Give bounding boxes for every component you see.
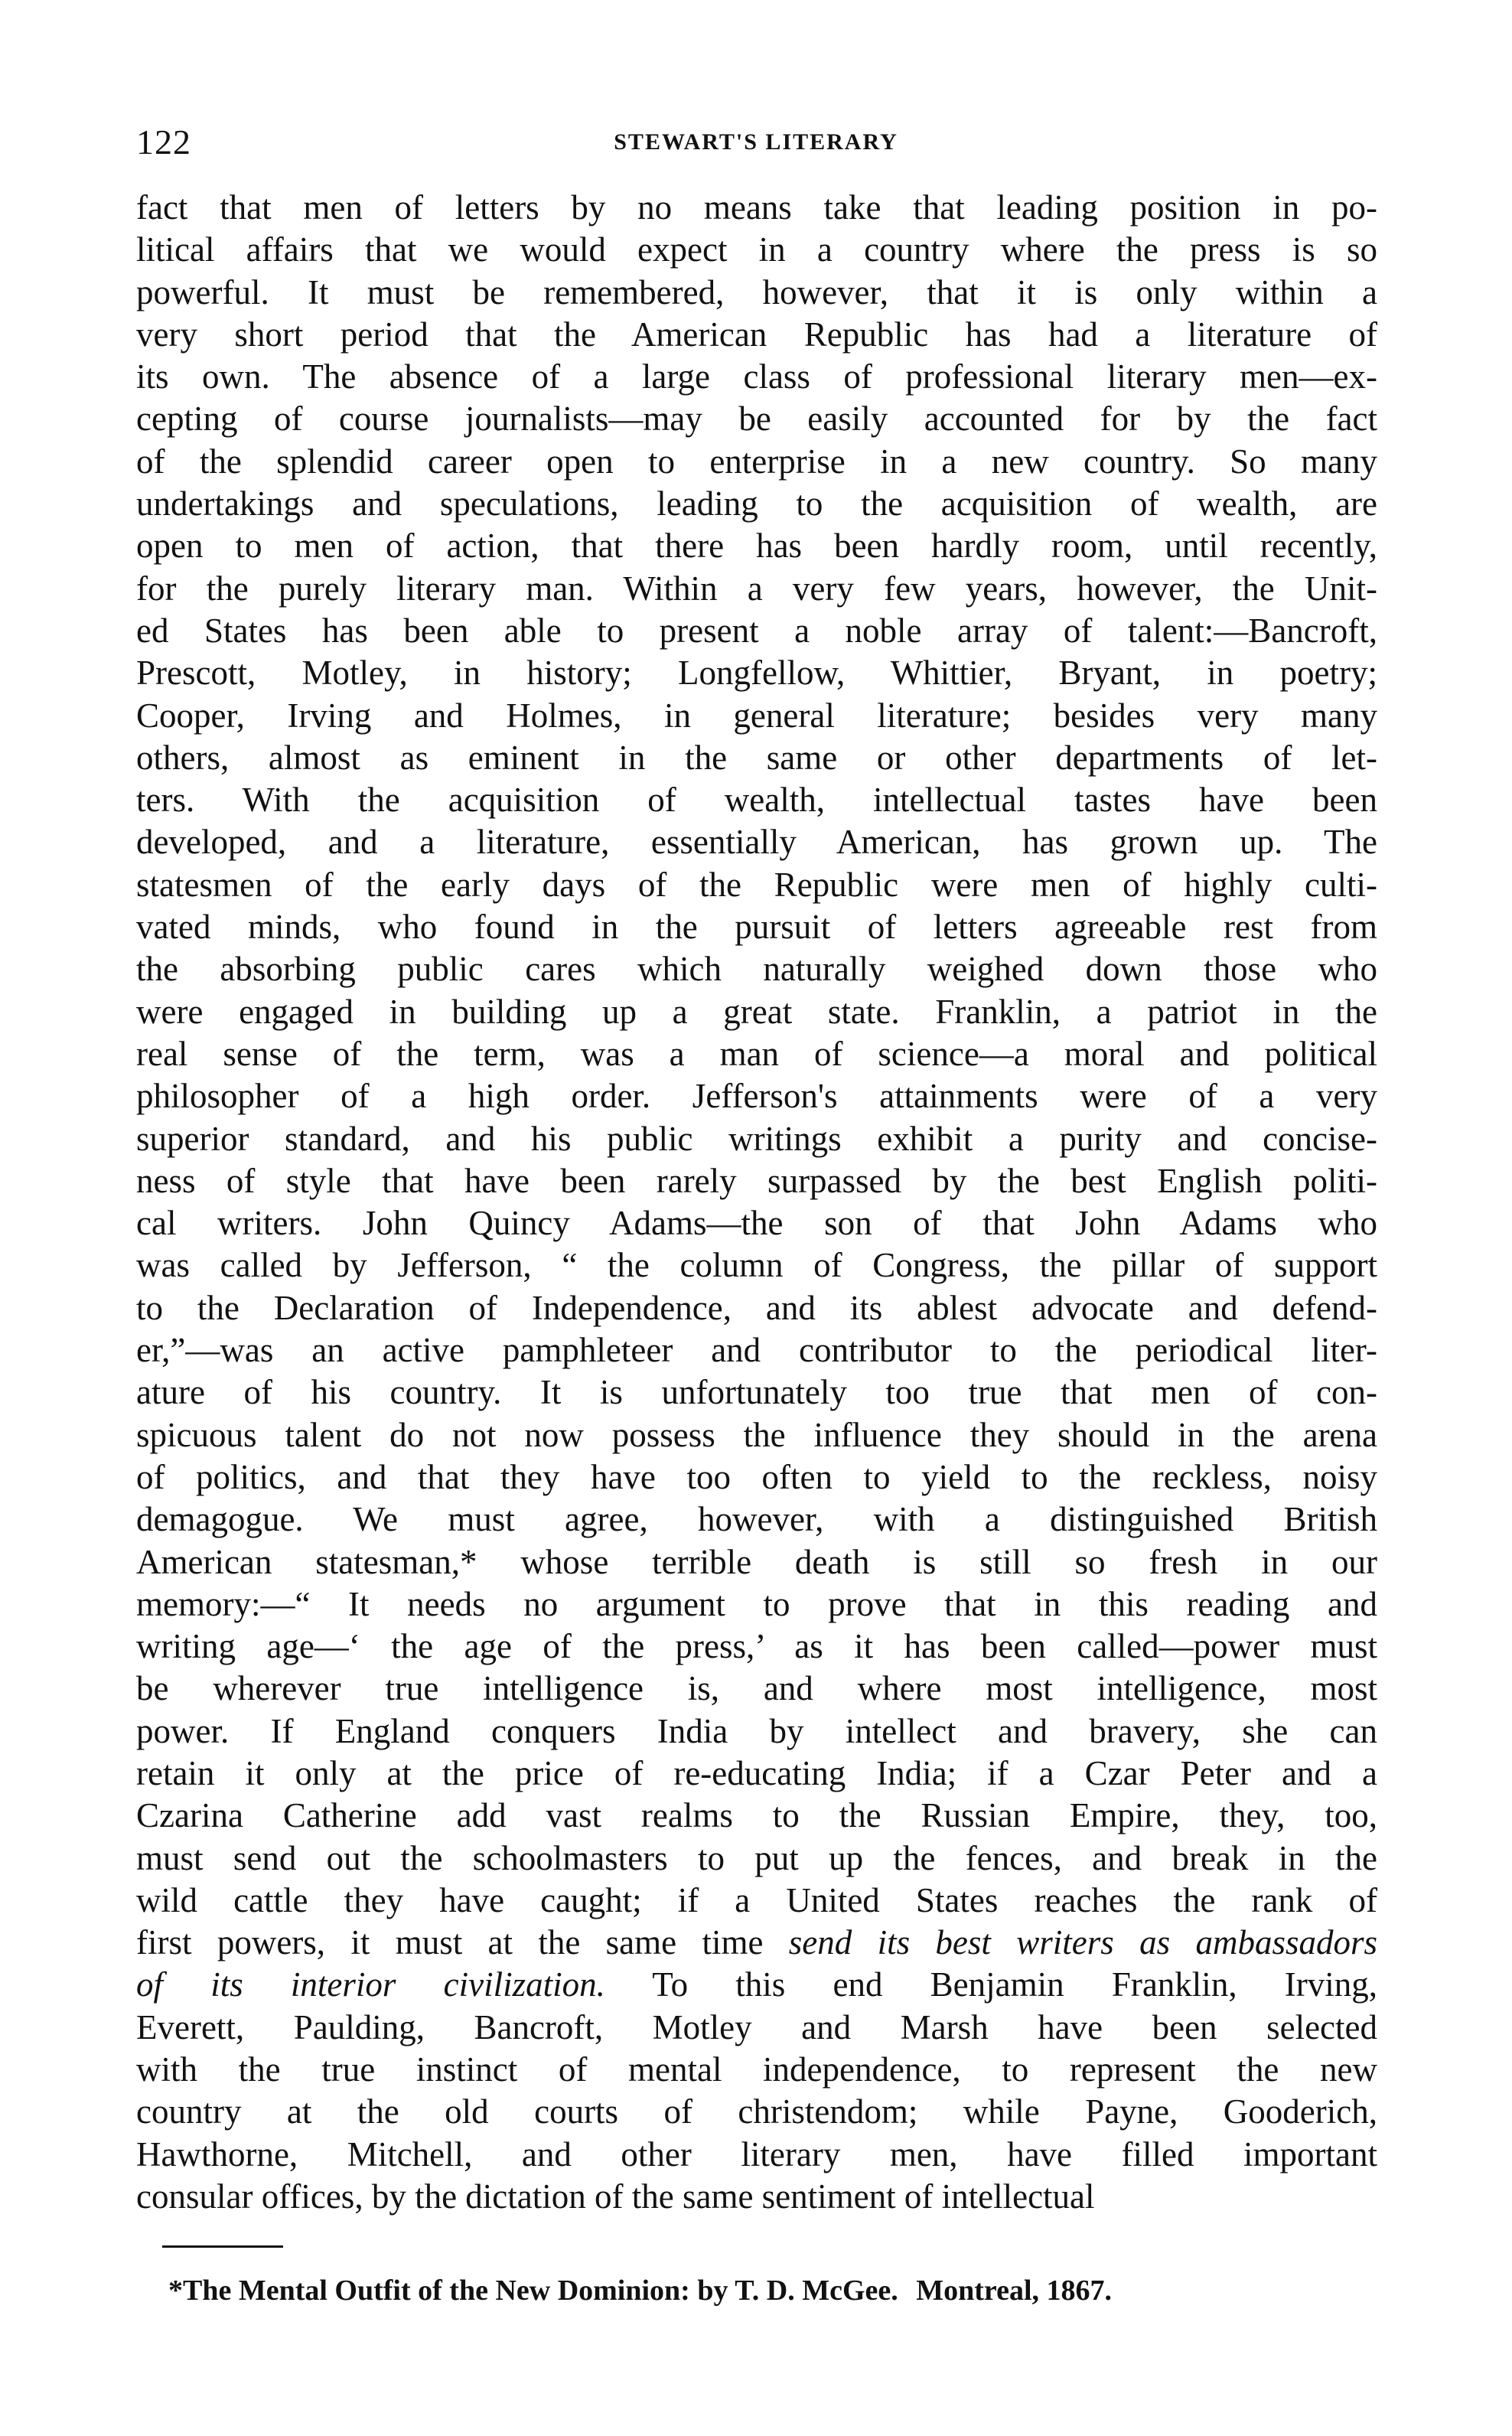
text-line: philosopher of a high order. Jefferson's attainments were of a very — [136, 1077, 1377, 1116]
text-line: wild cattle they have caught; if a United States reaches the rank of — [136, 1880, 1377, 1919]
page-number: 122 — [136, 122, 191, 161]
text-line: consular offices, by the dictation of the same sentiment of intellectual — [136, 2177, 1095, 2216]
text-line: of politics, and that they have too often to yield to the reckless, noisy — [136, 1457, 1377, 1496]
text-line: retain it only at the price of re-educating India; if a Czar Peter and a — [136, 1753, 1377, 1792]
text-line: spicuous talent do not now possess the influence they should in the arena — [136, 1415, 1377, 1454]
text-line: er,”—was an active pamphleteer and contributor to the periodical liter- — [136, 1331, 1377, 1370]
text-segment: first powers, it must at the same time — [136, 1923, 789, 1962]
footnote-rule — [162, 2245, 283, 2248]
text-line: vated minds, who found in the pursuit of letters agreeable rest from — [136, 908, 1377, 947]
text-line: must send out the schoolmasters to put up the fences, and break in the — [136, 1838, 1377, 1877]
text-line: writing age—‘ the age of the press,’ as it has been called—power must — [136, 1627, 1377, 1666]
text-line: very short period that the American Republic has had a literature of — [136, 315, 1377, 354]
text-line: be wherever true intelligence is, and where most intelligence, most — [136, 1669, 1377, 1708]
text-line: open to men of action, that there has been hardly room, until recently, — [136, 527, 1377, 566]
running-head: STEWART'S LITERARY — [614, 129, 898, 155]
text-line: litical affairs that we would expect in a country where the press is so — [136, 230, 1377, 269]
text-line: American statesman,* whose terrible death is still so fresh in our — [136, 1542, 1377, 1581]
text-line: to the Declaration of Independence, and its ablest advocate and defend- — [136, 1288, 1377, 1327]
footnote-place-year: Montreal, 1867. — [916, 2275, 1113, 2307]
text-line: ed States has been able to present a noble array of talent:—Bancroft, — [136, 611, 1377, 650]
text-line: country at the old courts of christendom; while Payne, Gooderich, — [136, 2092, 1377, 2131]
text-line: Prescott, Motley, in history; Longfellow, Whittier, Bryant, in poetry; — [136, 654, 1377, 693]
text-line: Cooper, Irving and Holmes, in general literature; besides very many — [136, 696, 1377, 735]
text-line: the absorbing public cares which naturally weighed down those who — [136, 950, 1377, 989]
text-line: undertakings and speculations, leading to the acquisition of wealth, are — [136, 484, 1377, 523]
text-line: memory:—“ It needs no argument to prove that in this reading and — [136, 1584, 1377, 1623]
footnote-text: *The Mental Outfit of the New Dominion: by T. D. McGee. — [168, 2275, 898, 2307]
text-line: developed, and a literature, essentially American, has grown up. The — [136, 823, 1377, 862]
text-line: real sense of the term, was a man of science—a moral and political — [136, 1034, 1377, 1073]
text-line: statesmen of the early days of the Republic were men of highly culti- — [136, 865, 1377, 904]
text-line: ters. With the acquisition of wealth, intellectual tastes have been — [136, 781, 1377, 820]
italic-segment: send its best writers as ambassadors — [788, 1923, 1377, 1962]
text-line: superior standard, and his public writings exhibit a purity and concise- — [136, 1119, 1377, 1158]
text-line: Everett, Paulding, Bancroft, Motley and Marsh have been selected — [136, 2007, 1377, 2046]
text-line: were engaged in building up a great state. Franklin, a patriot in the — [136, 992, 1377, 1031]
text-line: of the splendid career open to enterprise in a new country. So many — [136, 442, 1377, 481]
text-line: fact that men of letters by no means take that leading position in po- — [136, 188, 1377, 227]
text-line-with-italic — [136, 1964, 1377, 2006]
body-text — [136, 187, 1377, 2218]
text-line: cal writers. John Quincy Adams—the son of that John Adams who — [136, 1204, 1377, 1243]
text-line: demagogue. We must agree, however, with a distinguished British — [136, 1500, 1377, 1539]
italic-segment: of its interior civilization. — [136, 1965, 605, 2004]
text-line: power. If England conquers India by intellect and bravery, she can — [136, 1711, 1377, 1750]
text-segment: To this end Benjamin Franklin, Irving, — [604, 1965, 1377, 2004]
text-line-with-italic — [136, 1922, 1377, 1964]
text-line: ness of style that have been rarely surpassed by the best English politi- — [136, 1161, 1377, 1200]
text-line: powerful. It must be remembered, however, that it is only within a — [136, 272, 1377, 311]
text-line: its own. The absence of a large class of professional literary men—ex- — [136, 357, 1377, 396]
text-line: others, almost as eminent in the same or other departments of let- — [136, 738, 1377, 777]
text-line: Hawthorne, Mitchell, and other literary men, have filled important — [136, 2134, 1377, 2173]
text-line: was called by Jefferson, “ the column of Congress, the pillar of support — [136, 1246, 1377, 1285]
text-line: Czarina Catherine add vast realms to the Russian Empire, they, too, — [136, 1796, 1377, 1835]
footnote — [168, 2271, 1112, 2310]
text-line: with the true instinct of mental independence, to represent the new — [136, 2050, 1377, 2089]
text-line: cepting of course journalists—may be easily accounted for by the fact — [136, 399, 1377, 439]
text-line: ature of his country. It is unfortunately too true that men of con- — [136, 1373, 1377, 1412]
text-line: for the purely literary man. Within a very few years, however, the Unit- — [136, 569, 1377, 608]
